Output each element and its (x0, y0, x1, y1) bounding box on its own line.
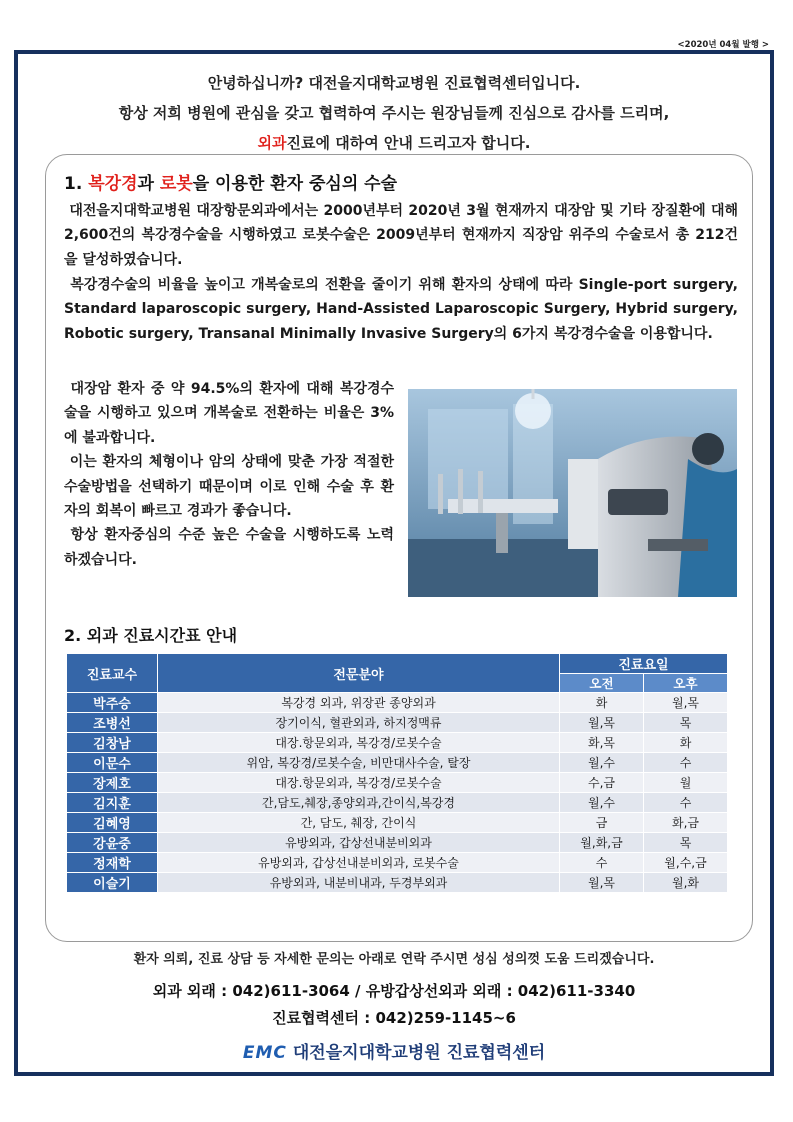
pm-cell: 목 (644, 833, 728, 853)
pm-cell: 화,금 (644, 813, 728, 833)
section-1-title-mid: 과 (137, 174, 160, 194)
section-1-paragraph-2 (64, 273, 738, 346)
inquiry-note: 환자 의뢰, 진료 상담 등 자세한 문의는 아래로 연락 주시면 성심 성의껏 도움 드리겠습니다. (133, 952, 655, 967)
doctor-name: 정재학 (67, 853, 158, 873)
header-doctor: 진료교수 (67, 654, 158, 693)
doctor-name: 김혜영 (67, 813, 158, 833)
section-1-keyword-robot: 로봇 (159, 174, 193, 194)
table-row (67, 733, 728, 753)
am-cell: 화,목 (560, 733, 644, 753)
pm-cell: 수 (644, 793, 728, 813)
table-row (67, 693, 728, 713)
pm-cell: 월,목 (644, 693, 728, 713)
am-cell: 월,수 (560, 753, 644, 773)
am-cell: 월,목 (560, 873, 644, 893)
doctor-name: 김창남 (67, 733, 158, 753)
greeting-line-2: 항상 저희 병원에 관심을 갖고 협력하여 주시는 원장님들께 진심으로 감사를 드리며, (118, 104, 670, 122)
specialty-cell: 간, 담도, 췌장, 간이식 (158, 813, 560, 833)
robotic-surgery-photo (408, 389, 737, 597)
doctor-name: 김지훈 (67, 793, 158, 813)
pm-cell: 목 (644, 713, 728, 733)
schedule-table (66, 653, 728, 893)
content-panel (45, 154, 753, 942)
header-specialty: 전문분야 (158, 654, 560, 693)
section-1-paragraph-1-text: 대전을지대학교병원 대장항문외과에서는 2000년부터 2020년 3월 현재까지 대장암 및 기타 장질환에 대해 2,600건의 복강경수술을 시행하였고 로봇수술은 2009년부터 현재까지 직장암 위주의 수술로서 총 212건을 달성하였습니다. (64, 203, 738, 268)
am-cell: 수,금 (560, 773, 644, 793)
specialty-cell: 유방외과, 내분비내과, 두경부외과 (158, 873, 560, 893)
section-1-keyword-laparoscopy: 복강경 (88, 174, 138, 194)
header-days: 진료요일 (560, 654, 728, 674)
section-2-title: 2. 외과 진료시간표 안내 (64, 626, 238, 645)
footer-org-name: 대전을지대학교병원 진료협력센터 (292, 1043, 546, 1063)
specialty-cell: 유방외과, 갑상선내분비외과, 로봇수술 (158, 853, 560, 873)
pm-cell: 월,화 (644, 873, 728, 893)
table-row (67, 813, 728, 833)
specialty-cell: 대장.항문외과, 복강경/로봇수술 (158, 773, 560, 793)
doctor-name: 이슬기 (67, 873, 158, 893)
doctor-name: 조병선 (67, 713, 158, 733)
specialty-cell: 유방외과, 갑상선내분비외과 (158, 833, 560, 853)
doctor-name: 박주승 (67, 693, 158, 713)
am-cell: 월,목 (560, 713, 644, 733)
contact-center: 진료협력센터 : 042)259-1145~6 (272, 1009, 516, 1027)
am-cell: 월,수 (560, 793, 644, 813)
section-1-paragraph-3a: 대장암 환자 중 약 94.5%의 환자에 대해 복강경수술을 시행하고 있으며 개복술로 전환하는 비율은 3%에 불과합니다. (64, 381, 394, 446)
am-cell: 금 (560, 813, 644, 833)
robotic-surgery-illustration (408, 389, 737, 597)
contact-outpatient: 외과 외래 : 042)611-3064 / 유방갑상선외과 외래 : 042)611-3340 (152, 982, 636, 1000)
doctor-name: 강윤중 (67, 833, 158, 853)
header-am: 오전 (560, 674, 644, 693)
header-pm: 오후 (644, 674, 728, 693)
greeting-line-1: 안녕하십니까? 대전을지대학교병원 진료협력센터입니다. (207, 74, 581, 92)
section-1-number: 1. (64, 174, 89, 194)
doctor-name: 장제호 (67, 773, 158, 793)
am-cell: 수 (560, 853, 644, 873)
specialty-cell: 장기이식, 혈관외과, 하지정맥류 (158, 713, 560, 733)
pm-cell: 화 (644, 733, 728, 753)
am-cell: 월,화,금 (560, 833, 644, 853)
table-row (67, 773, 728, 793)
table-row (67, 833, 728, 853)
table-row (67, 873, 728, 893)
table-row (67, 713, 728, 733)
specialty-cell: 복강경 외과, 위장관 종양외과 (158, 693, 560, 713)
table-row (67, 793, 728, 813)
specialty-cell: 대장.항문외과, 복강경/로봇수술 (158, 733, 560, 753)
section-1-title (64, 169, 397, 194)
emc-logo-icon: EMC (242, 1043, 287, 1063)
specialty-cell: 간,담도,췌장,종양외과,간이식,복강경 (158, 793, 560, 813)
am-cell: 화 (560, 693, 644, 713)
page-frame (14, 50, 774, 1076)
issue-date: <2020년 04월 발행 > (677, 40, 769, 50)
specialty-cell: 위암, 복강경/로봇수술, 비만대사수술, 탈장 (158, 753, 560, 773)
table-row (67, 853, 728, 873)
section-1-title-rest: 을 이용한 환자 중심의 수술 (192, 174, 398, 194)
greeting-rest: 진료에 대하여 안내 드리고자 합니다. (286, 134, 531, 152)
pm-cell: 월,수,금 (644, 853, 728, 873)
section-1-paragraph-2-text: 복강경수술의 비율을 높이고 개복술로의 전환을 줄이기 위해 환자의 상태에 따라 Single-port surgery, Standard laparoscopic surgery, Hand-Assisted Laparoscopic Surgery, Hybrid surgery, Robotic surgery, Transanal Minimally Invasive Surgery의 6가지 복강경수술을 이용합니다. (64, 277, 738, 342)
section-1-paragraph-1 (64, 199, 738, 272)
doctor-name: 이문수 (67, 753, 158, 773)
pm-cell: 수 (644, 753, 728, 773)
footer-logo (18, 1038, 770, 1063)
section-1-paragraph-3b: 이는 환자의 체형이나 암의 상태에 맞춘 가장 적절한 수술방법을 선택하기 때문이며 이로 인해 수술 후 환자의 회복이 빠르고 경과가 좋습니다. (64, 454, 394, 520)
section-1-paragraph-3c: 항상 환자중심의 수준 높은 수술을 시행하도록 노력하겠습니다. (64, 527, 395, 568)
table-row (67, 753, 728, 773)
greeting-accent: 외과 (257, 134, 287, 152)
pm-cell: 월 (644, 773, 728, 793)
section-1-paragraph-3 (64, 377, 394, 572)
greeting (18, 68, 770, 158)
